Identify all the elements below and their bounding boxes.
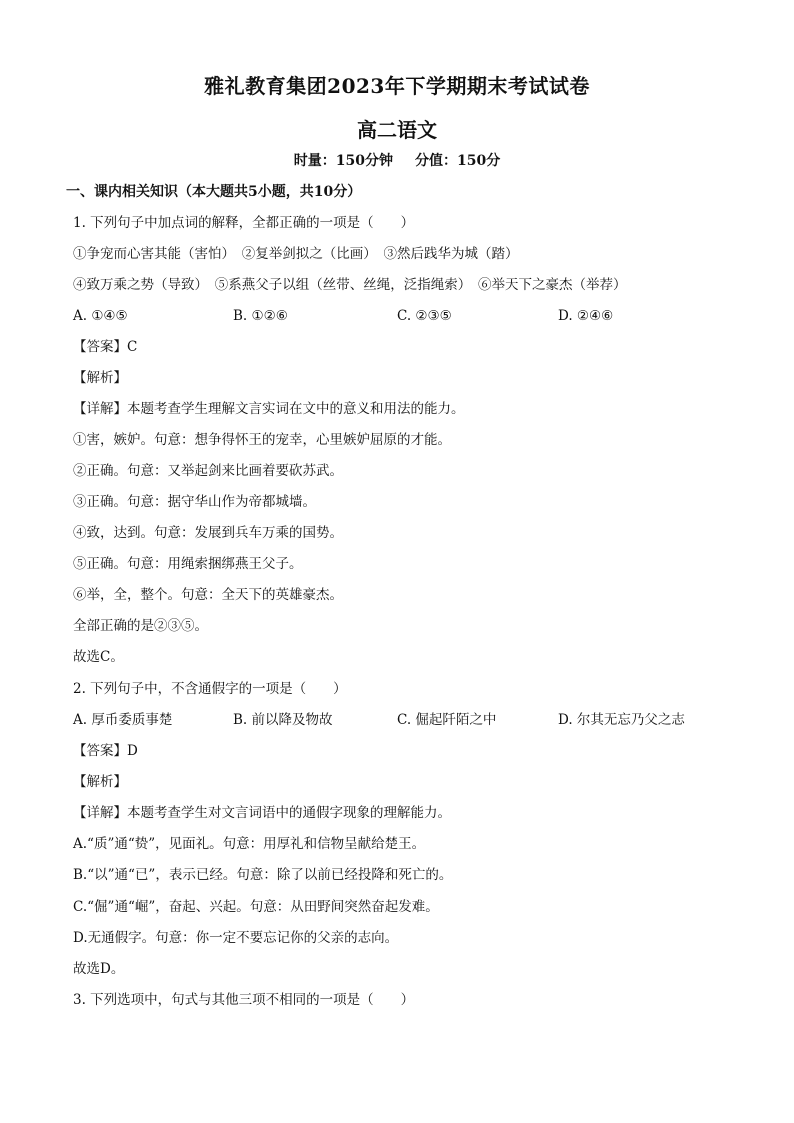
q2-choice: 故选D。 — [73, 961, 125, 977]
q1-items-line1: ①争宠而心害其能（害怕） ②复举剑拟之（比画） ③然后践华为城（踏） — [73, 246, 519, 262]
q1-option-c: C. ②③⑤ — [397, 308, 452, 324]
q1-explanation: ①害，嫉妒。句意：想争得怀王的宠幸，心里嫉妒屈原的才能。 — [73, 432, 451, 448]
duration-text: 时量：150分钟 — [293, 153, 393, 169]
q1-conclusion: 全部正确的是②③⑤。 — [73, 618, 208, 634]
q2-detail: 【详解】本题考查学生对文言词语中的通假字现象的理解能力。 — [73, 805, 451, 821]
q1-detail: 【详解】本题考查学生理解文言实词在文中的意义和用法的能力。 — [73, 401, 465, 417]
q2-analysis-label: 【解析】 — [73, 774, 127, 790]
q1-explanation: ②正确。句意：又举起剑来比画着要砍苏武。 — [73, 463, 343, 479]
q1-analysis-label: 【解析】 — [73, 370, 127, 386]
exam-meta — [0, 150, 794, 170]
q1-explanation: ③正确。句意：据守华山作为帝都城墙。 — [73, 494, 316, 510]
q1-explanation: ⑥举，全，整个。句意：全天下的英雄豪杰。 — [73, 587, 343, 603]
q1-stem: 1. 下列句子中加点词的解释，全都正确的一项是（ ） — [73, 215, 415, 231]
q1-choice: 故选C。 — [73, 649, 124, 665]
q1-option-a: A. ①④⑤ — [73, 308, 128, 324]
q1-answer: 【答案】C — [73, 339, 138, 355]
q2-explanation: D.无通假字。句意：你一定不要忘记你的父亲的志向。 — [73, 930, 399, 946]
q2-explanation: C.“倔”通“崛”，奋起、兴起。句意：从田野间突然奋起发难。 — [73, 899, 439, 915]
q2-option-c: C. 倔起阡陌之中 — [397, 712, 497, 728]
exam-title: 雅礼教育集团2023年下学期期末考试试卷 — [204, 74, 590, 98]
q1-option-d: D. ②④⑥ — [558, 308, 614, 324]
score-text: 分值：150分 — [415, 153, 501, 169]
q3-stem: 3. 下列选项中，句式与其他三项不相同的一项是（ ） — [73, 992, 415, 1008]
q2-explanation: A.“质”通“贽”，见面礼。句意：用厚礼和信物呈献给楚王。 — [73, 836, 426, 852]
section-heading: 一、课内相关知识（本大题共5小题，共10分） — [66, 184, 362, 200]
q2-explanation: B.“以”通“已”，表示已经。句意：除了以前已经投降和死亡的。 — [73, 867, 453, 883]
q2-option-b: B. 前以降及物故 — [233, 712, 333, 728]
q1-items-line2: ④致万乘之势（导致） ⑤系燕父子以组（丝带、丝绳，泛指绳索） ⑥举天下之豪杰（举荐） — [73, 277, 627, 293]
q2-answer: 【答案】D — [73, 743, 138, 759]
q1-option-b: B. ①②⑥ — [233, 308, 288, 324]
q1-explanation: ④致，达到。句意：发展到兵车万乘的国势。 — [73, 525, 343, 541]
q2-stem: 2. 下列句子中，不含通假字的一项是（ ） — [73, 681, 347, 697]
q2-option-a: A. 厚币委质事楚 — [73, 712, 173, 728]
q2-option-d: D. 尔其无忘乃父之志 — [558, 712, 685, 728]
q1-explanation: ⑤正确。句意：用绳索捆绑燕王父子。 — [73, 556, 303, 572]
subject-title: 高二语文 — [357, 118, 437, 142]
